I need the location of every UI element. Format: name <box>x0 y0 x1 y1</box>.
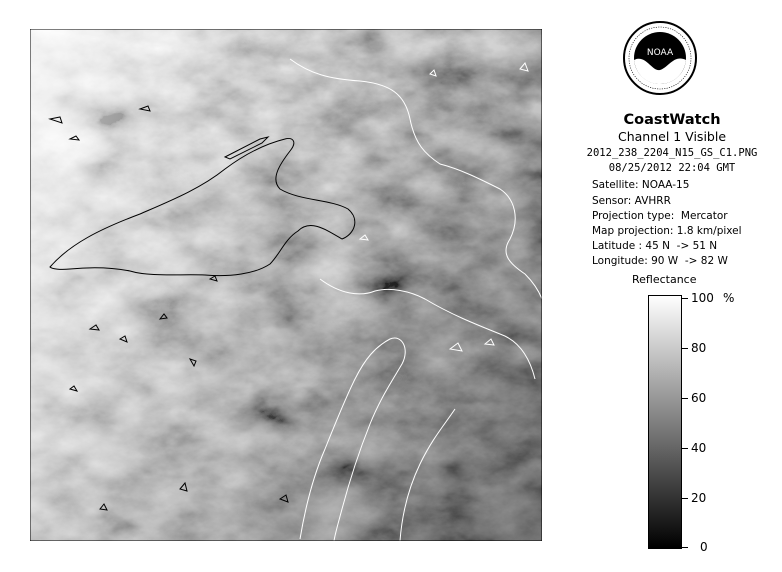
app-title: CoastWatch <box>623 112 721 128</box>
colorbar <box>648 295 682 549</box>
colorbar-tick-label: 20 <box>691 491 707 505</box>
colorbar-tick <box>682 298 688 299</box>
datetime: 08/25/2012 22:04 GMT <box>608 162 736 174</box>
satellite-image <box>30 29 542 541</box>
longitude-label: Longitude: 90 W -> 82 W <box>592 255 728 267</box>
colorbar-tick-label: 80 <box>691 341 707 355</box>
colorbar-tick <box>682 498 688 499</box>
colorbar-tick-label: 40 <box>691 441 707 455</box>
colorbar-tick-label: 100 <box>691 291 714 305</box>
satellite-label: Satellite: NOAA-15 <box>592 179 690 191</box>
colorbar-unit: % <box>723 291 735 305</box>
logo-text: NOAA <box>646 48 674 58</box>
colorbar-label: Reflectance <box>632 273 697 286</box>
colorbar-tick <box>682 547 688 548</box>
colorbar-tick-label: 0 <box>700 540 708 554</box>
filename: 2012_238_2204_N15_GS_C1.PNG <box>586 147 758 159</box>
sensor-label: Sensor: AVHRR <box>592 195 671 207</box>
latitude-label: Latitude : 45 N -> 51 N <box>592 240 718 252</box>
colorbar-tick <box>682 348 688 349</box>
channel-label: Channel 1 Visible <box>617 129 727 144</box>
projection-type-label: Projection type: Mercator <box>592 210 728 222</box>
colorbar-tick-label: 60 <box>691 391 707 405</box>
colorbar-tick <box>682 398 688 399</box>
colorbar-tick <box>682 448 688 449</box>
noaa-logo <box>622 20 698 104</box>
map-projection-label: Map projection: 1.8 km/pixel <box>592 225 742 237</box>
